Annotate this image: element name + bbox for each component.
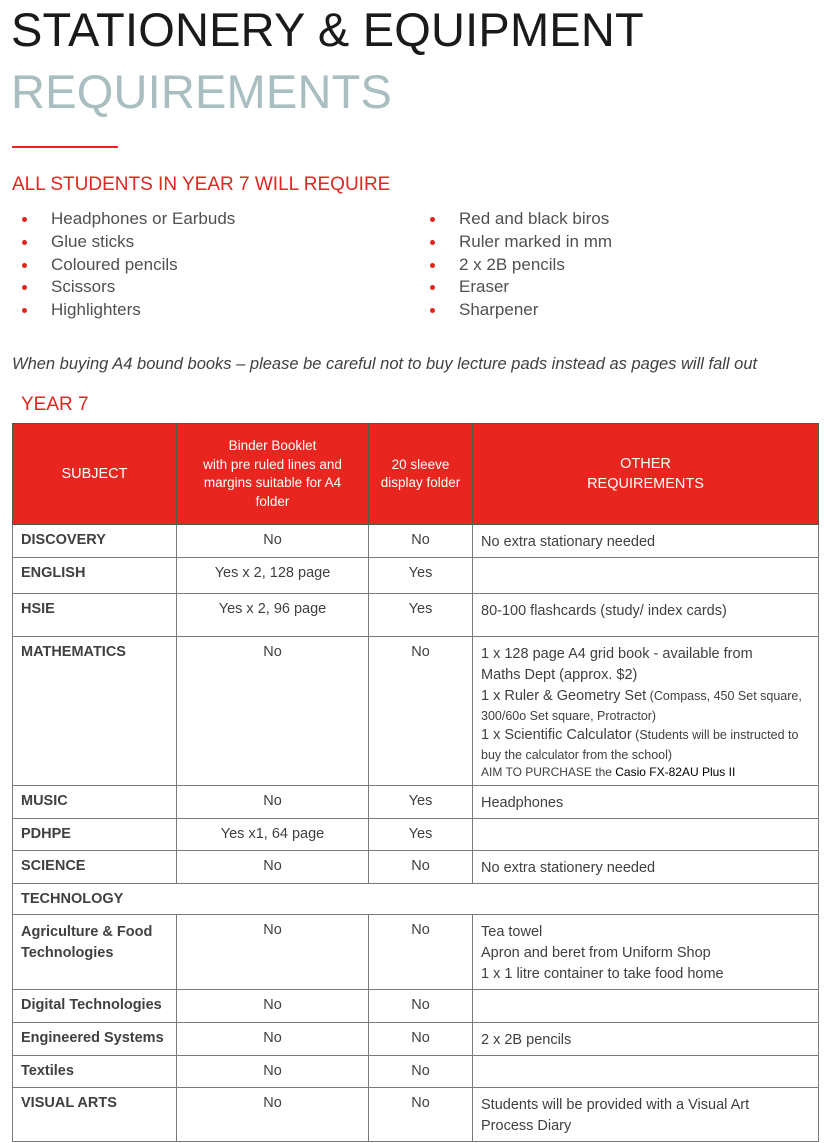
binder-cell: Yes x 2, 128 page bbox=[177, 558, 369, 594]
binder-cell: No bbox=[177, 1088, 369, 1142]
binder-cell: No bbox=[177, 786, 369, 819]
subject-cell: Digital Technologies bbox=[13, 990, 177, 1023]
binder-cell: No bbox=[177, 1023, 369, 1056]
table-row bbox=[13, 1088, 819, 1142]
bound-books-note: When buying A4 bound books – please be careful not to buy lecture pads instead as pages will fall out bbox=[12, 355, 758, 373]
other-cell: Students will be provided with a Visual Art Process Diary bbox=[473, 1088, 819, 1142]
table-row bbox=[13, 851, 819, 884]
other-cell bbox=[473, 558, 819, 594]
subject-cell: MATHEMATICS bbox=[13, 637, 177, 786]
header-binder: Binder Booklet with pre ruled lines and margins suitable for A4 folder bbox=[177, 424, 369, 525]
subject-cell: Textiles bbox=[13, 1056, 177, 1088]
table-row bbox=[13, 1023, 819, 1056]
table-row bbox=[13, 637, 819, 786]
other-cell: Tea towel Apron and beret from Uniform Shop 1 x 1 litre container to take food home bbox=[473, 915, 819, 990]
subject-cell: HSIE bbox=[13, 594, 177, 637]
table-row bbox=[13, 786, 819, 819]
subject-cell: SCIENCE bbox=[13, 851, 177, 884]
folder-cell: No bbox=[369, 525, 473, 558]
bullet-icon bbox=[430, 285, 435, 290]
folder-cell: No bbox=[369, 990, 473, 1023]
page-title-line1: STATIONERY & EQUIPMENT bbox=[11, 3, 644, 56]
table-row bbox=[13, 1056, 819, 1088]
folder-cell: No bbox=[369, 915, 473, 990]
page-title-line2: REQUIREMENTS bbox=[11, 65, 393, 118]
bullet-icon bbox=[430, 263, 435, 268]
other-cell: 2 x 2B pencils bbox=[473, 1023, 819, 1056]
list-item: Sharpener bbox=[420, 299, 612, 322]
other-cell bbox=[473, 1056, 819, 1088]
folder-cell: Yes bbox=[369, 594, 473, 637]
subject-cell: ENGLISH bbox=[13, 558, 177, 594]
bullet-icon bbox=[430, 308, 435, 313]
folder-cell: No bbox=[369, 851, 473, 884]
subject-cell: VISUAL ARTS bbox=[13, 1088, 177, 1142]
folder-cell: No bbox=[369, 637, 473, 786]
table-row bbox=[13, 558, 819, 594]
subject-cell: DISCOVERY bbox=[13, 525, 177, 558]
header-folder: 20 sleeve display folder bbox=[369, 424, 473, 525]
other-cell: No extra stationary needed bbox=[473, 525, 819, 558]
bullet-icon bbox=[22, 217, 27, 222]
table-header-row bbox=[13, 424, 819, 525]
header-other: OTHER REQUIREMENTS bbox=[473, 424, 819, 525]
binder-cell: No bbox=[177, 915, 369, 990]
subject-cell: Engineered Systems bbox=[13, 1023, 177, 1056]
list-item: Glue sticks bbox=[12, 231, 235, 254]
folder-cell: Yes bbox=[369, 558, 473, 594]
subject-cell: PDHPE bbox=[13, 819, 177, 851]
subject-cell: Agriculture & Food Technologies bbox=[13, 915, 177, 990]
table-row bbox=[13, 525, 819, 558]
binder-cell: No bbox=[177, 851, 369, 884]
subject-cell: MUSIC bbox=[13, 786, 177, 819]
bullet-icon bbox=[22, 285, 27, 290]
list-item: Eraser bbox=[420, 276, 612, 299]
other-cell: 80-100 flashcards (study/ index cards) bbox=[473, 594, 819, 637]
table-row bbox=[13, 915, 819, 990]
binder-cell: Yes x1, 64 page bbox=[177, 819, 369, 851]
list-item: 2 x 2B pencils bbox=[420, 254, 612, 277]
folder-cell: No bbox=[369, 1088, 473, 1142]
other-cell bbox=[473, 819, 819, 851]
requirements-table bbox=[12, 423, 819, 1142]
other-cell: 1 x 128 page A4 grid book - available from Maths Dept (approx. $2) 1 x Ruler & Geometry Set (Compass, 450 Set square, 300/60o Set square, Protractor) 1 x Scientific Calculator (Students will be instructed to buy the calculator from the school) AIM TO PURCHASE the Casio FX-82AU Plus II bbox=[473, 637, 819, 786]
title-underline bbox=[12, 146, 118, 148]
other-cell: Headphones bbox=[473, 786, 819, 819]
list-item: Scissors bbox=[12, 276, 235, 299]
list-item: Headphones or Earbuds bbox=[12, 208, 235, 231]
other-cell bbox=[473, 990, 819, 1023]
requirements-list-right bbox=[420, 208, 612, 322]
header-subject: SUBJECT bbox=[13, 424, 177, 525]
bullet-icon bbox=[430, 217, 435, 222]
bullet-icon bbox=[22, 240, 27, 245]
binder-cell: No bbox=[177, 1056, 369, 1088]
folder-cell: Yes bbox=[369, 819, 473, 851]
binder-cell: No bbox=[177, 525, 369, 558]
list-item: Ruler marked in mm bbox=[420, 231, 612, 254]
folder-cell: No bbox=[369, 1023, 473, 1056]
folder-cell: No bbox=[369, 1056, 473, 1088]
bullet-icon bbox=[430, 240, 435, 245]
folder-cell: Yes bbox=[369, 786, 473, 819]
binder-cell: No bbox=[177, 990, 369, 1023]
year-heading: YEAR 7 bbox=[21, 394, 89, 415]
other-cell: No extra stationery needed bbox=[473, 851, 819, 884]
list-item: Highlighters bbox=[12, 299, 235, 322]
table-row bbox=[13, 594, 819, 637]
technology-section-heading: TECHNOLOGY bbox=[13, 884, 819, 915]
binder-cell: No bbox=[177, 637, 369, 786]
list-item: Coloured pencils bbox=[12, 254, 235, 277]
all-students-heading: ALL STUDENTS IN YEAR 7 WILL REQUIRE bbox=[12, 174, 391, 195]
bullet-icon bbox=[22, 308, 27, 313]
table-row bbox=[13, 819, 819, 851]
list-item: Red and black biros bbox=[420, 208, 612, 231]
table-row bbox=[13, 884, 819, 915]
bullet-icon bbox=[22, 263, 27, 268]
binder-cell: Yes x 2, 96 page bbox=[177, 594, 369, 637]
table-row bbox=[13, 990, 819, 1023]
requirements-list-left bbox=[12, 208, 235, 322]
